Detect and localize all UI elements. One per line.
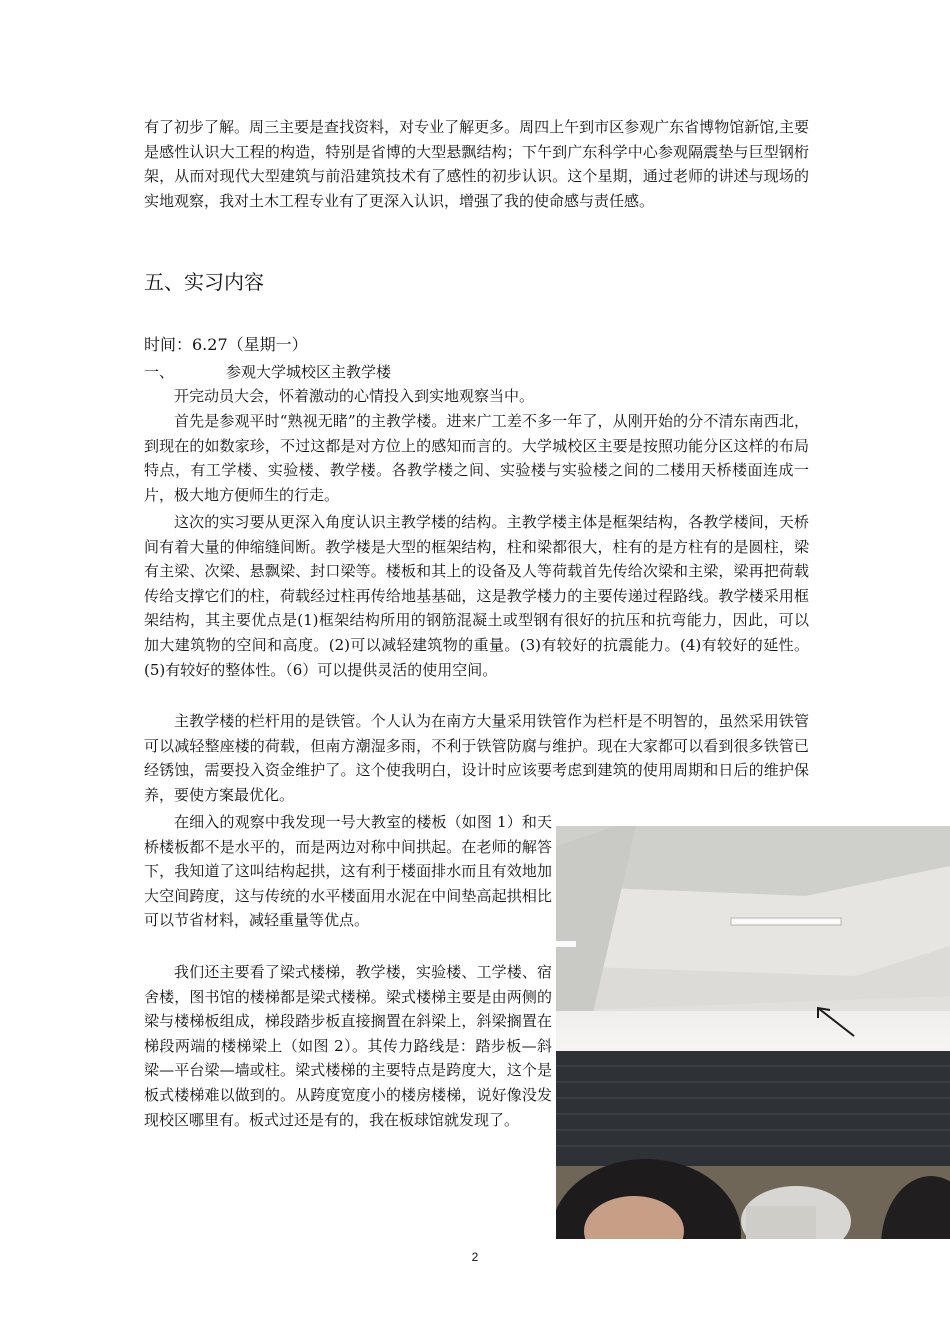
paragraph-2: 首先是参观平时“熟视无睹”的主教学楼。进来广工差不多一年了，从刚开始的分不清东南西北，到现在的如数家珍，不过这都是对方位上的感知而言的。大学城校区主要是按照功能分区这样的布局特点，有工学楼、实验楼、教学楼。各教学楼之间、实验楼与实验楼之间的二楼用天桥楼面连成一片，极大地方便师生的行走。 (144, 412, 809, 504)
figure-1-photo (556, 826, 950, 1239)
page-number: 2 (471, 1250, 479, 1264)
sub-heading-text: 参观大学城校区主教学楼 (226, 363, 392, 381)
paragraph-6: 我们还主要看了梁式楼梯，教学楼，实验楼、工学楼、宿舍楼，图书馆的楼梯都是梁式楼梯。梁式楼梯主要是由两侧的梁与楼梯板组成，梯段踏步板直接搁置在斜梁上，斜梁搁置在梯段两端的楼梯梁上（如图 2）。其传力路线是：踏步板—斜梁—平台梁—墙或柱。梁式楼梯的主要特点是跨度大，这个是板式楼梯难以做到的。从跨度宽度小的楼房楼梯，说好像没发现校区哪里有。板式过还是有的，我在板球馆就发现了。 (144, 963, 552, 1129)
ceiling-photo-illustration (556, 826, 950, 1239)
intro-paragraph: 有了初步了解。周三主要是查找资料，对专业了解更多。周四上午到市区参观广东省博物馆新馆,主要是感性认识大工程的构造，特别是省博的大型悬飘结构；下午到广东科学中心参观隔震垫与巨型钢桁架，从而对现代大型建筑与前沿建筑技术有了感性的初步认识。这个星期，通过老师的讲述与现场的实地观察，我对土木工程专业有了更深入认识，增强了我的使命感与责任感。 (144, 118, 809, 210)
paragraph-5: 在细入的观察中我发现一号大教室的楼板（如图 1）和天桥楼板都不是水平的，而是两边对称中间拱起。在老师的解答下，我知道了这叫结构起拱，这有利于楼面排水而且有效地加大空间跨度，这与传统的水平楼面用水泥在中间垫高起拱相比可以节省材料，减轻重量等优点。 (144, 813, 552, 930)
time-label: 时间：6.27（星期一） (144, 335, 308, 354)
sub-heading (144, 361, 391, 383)
section-heading: 五、实习内容 (144, 270, 264, 294)
paragraph-1: 开完动员大会，怀着激动的心情投入到实地观察当中。 (174, 387, 535, 405)
paragraph-4: 主教学楼的栏杆用的是铁管。个人认为在南方大量采用铁管作为栏杆是不明智的，虽然采用铁管可以减轻整座楼的荷载，但南方潮湿多雨，不利于铁管防腐与维护。现在大家都可以看到很多铁管已经锈蚀，需要投入资金维护了。这个使我明白，设计时应该要考虑到建筑的使用周期和日后的维护保养，要使方案最优化。 (144, 712, 809, 804)
sub-heading-number: 一、 (144, 363, 175, 381)
paragraph-3: 这次的实习要从更深入角度认识主教学楼的结构。主教学楼主体是框架结构，各教学楼间，天桥间有着大量的伸缩缝间断。教学楼是大型的框架结构，柱和梁都很大，柱有的是方柱有的是圆柱，梁有主梁、次梁、悬飘梁、封口梁等。楼板和其上的设备及人等荷载首先传给次梁和主梁，梁再把荷载传给支撑它们的柱，荷载经过柱再传给地基基础，这是教学楼力的主要传递过程路线。教学楼采用框架结构，其主要优点是(1)框架结构所用的钢筋混凝土或型钢有很好的抗压和抗弯能力，因此，可以加大建筑物的空间和高度。(2)可以减轻建筑物的重量。(3)有较好的抗震能力。(4)有较好的延性。(5)有较好的整体性。（6）可以提供灵活的使用空间。 (144, 513, 809, 679)
